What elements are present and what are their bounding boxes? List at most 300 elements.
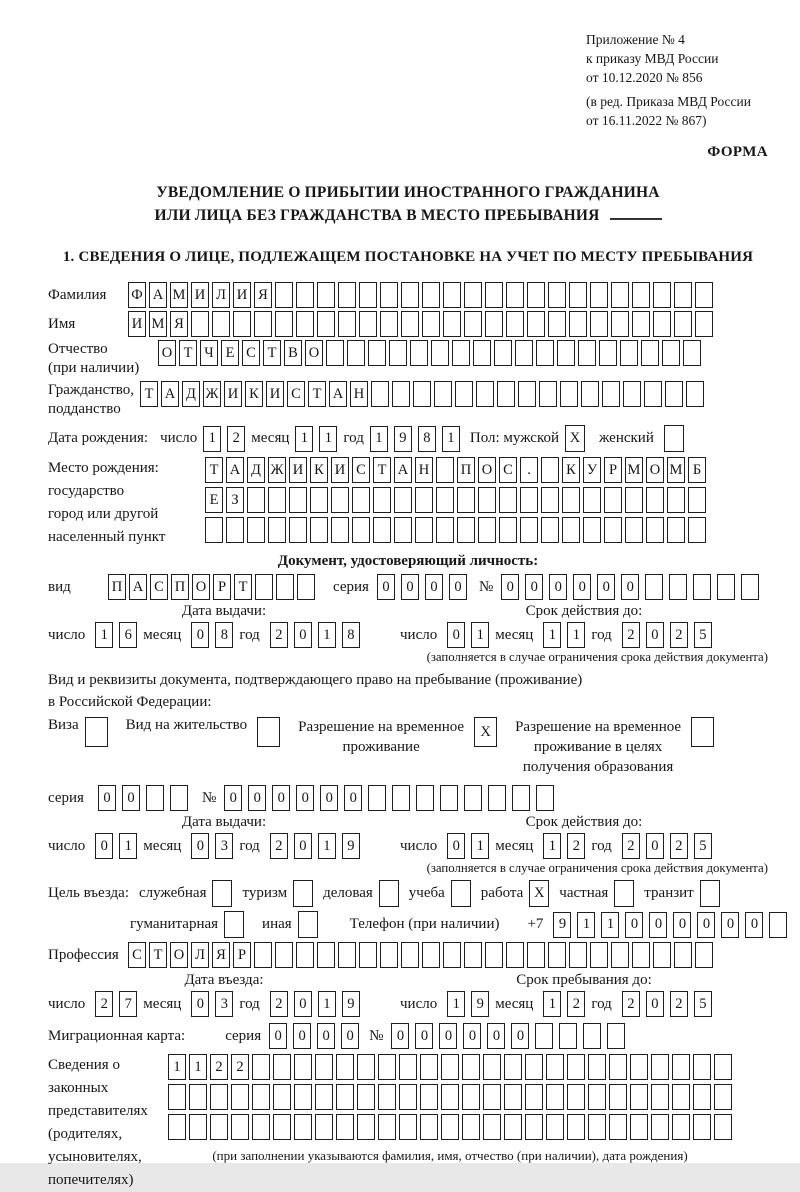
- profession-box[interactable]: [317, 942, 335, 968]
- identity-number-box[interactable]: [717, 574, 735, 600]
- representatives-box[interactable]: [210, 1084, 228, 1110]
- birthplace-box[interactable]: [289, 517, 307, 543]
- birthplace-box[interactable]: Н: [415, 457, 433, 483]
- firstname-box[interactable]: И: [128, 311, 146, 337]
- identity-number-box[interactable]: 0: [573, 574, 591, 600]
- purpose-tourism-checkbox[interactable]: [293, 880, 313, 907]
- citizenship-box[interactable]: [581, 381, 599, 407]
- birthplace-box[interactable]: У: [583, 457, 601, 483]
- profession-box[interactable]: [422, 942, 440, 968]
- birthplace-box[interactable]: [499, 517, 517, 543]
- firstname-box[interactable]: М: [149, 311, 167, 337]
- surname-box[interactable]: [527, 282, 545, 308]
- birthplace-box[interactable]: [247, 487, 265, 513]
- representatives-box[interactable]: 2: [231, 1054, 249, 1080]
- birthdate-year-box[interactable]: 9: [394, 426, 412, 452]
- migration-number-box[interactable]: 0: [463, 1023, 481, 1049]
- profession-box[interactable]: [611, 942, 629, 968]
- identity-type-box[interactable]: П: [108, 574, 126, 600]
- representatives-box[interactable]: [567, 1114, 585, 1140]
- residence-valid-year-box[interactable]: 5: [694, 833, 712, 859]
- representatives-box[interactable]: [693, 1084, 711, 1110]
- profession-box[interactable]: [485, 942, 503, 968]
- birthplace-box[interactable]: О: [478, 457, 496, 483]
- representatives-box[interactable]: [672, 1054, 690, 1080]
- purpose-work-checkbox[interactable]: X: [529, 880, 549, 907]
- residence-issued-year-box[interactable]: 2: [270, 833, 288, 859]
- patronymic-box[interactable]: [368, 340, 386, 366]
- representatives-box[interactable]: [357, 1084, 375, 1110]
- representatives-box[interactable]: [252, 1114, 270, 1140]
- birthplace-box[interactable]: [562, 487, 580, 513]
- birthplace-box[interactable]: [562, 517, 580, 543]
- stay-year-box[interactable]: 2: [670, 991, 688, 1017]
- surname-box[interactable]: [380, 282, 398, 308]
- identity-number-box[interactable]: [669, 574, 687, 600]
- phone-digit-box[interactable]: 0: [697, 912, 715, 938]
- birthplace-box[interactable]: Р: [604, 457, 622, 483]
- purpose-humanitarian-checkbox[interactable]: [224, 911, 244, 938]
- residence-valid-day-box[interactable]: 0: [447, 833, 465, 859]
- identity-issued-year-box[interactable]: 2: [270, 622, 288, 648]
- patronymic-box[interactable]: О: [158, 340, 176, 366]
- surname-box[interactable]: А: [149, 282, 167, 308]
- residence-valid-month-box[interactable]: 1: [543, 833, 561, 859]
- residence-number-box[interactable]: [488, 785, 506, 811]
- identity-number-box[interactable]: [741, 574, 759, 600]
- patronymic-box[interactable]: [347, 340, 365, 366]
- surname-box[interactable]: [359, 282, 377, 308]
- representatives-box[interactable]: [630, 1084, 648, 1110]
- birthplace-box[interactable]: Т: [373, 457, 391, 483]
- representatives-box[interactable]: [462, 1084, 480, 1110]
- representatives-box[interactable]: [441, 1054, 459, 1080]
- stay-day-box[interactable]: 1: [447, 991, 465, 1017]
- birthplace-box[interactable]: [331, 517, 349, 543]
- citizenship-box[interactable]: Д: [182, 381, 200, 407]
- firstname-box[interactable]: [569, 311, 587, 337]
- purpose-transit-checkbox[interactable]: [700, 880, 720, 907]
- birthplace-box[interactable]: [436, 487, 454, 513]
- patronymic-box[interactable]: [641, 340, 659, 366]
- patronymic-box[interactable]: [536, 340, 554, 366]
- representatives-box[interactable]: [336, 1114, 354, 1140]
- migration-number-box[interactable]: 0: [439, 1023, 457, 1049]
- representatives-box[interactable]: [483, 1054, 501, 1080]
- representatives-box[interactable]: [630, 1054, 648, 1080]
- firstname-box[interactable]: [632, 311, 650, 337]
- representatives-box[interactable]: [525, 1054, 543, 1080]
- identity-type-box[interactable]: О: [192, 574, 210, 600]
- firstname-box[interactable]: Я: [170, 311, 188, 337]
- representatives-box[interactable]: [315, 1114, 333, 1140]
- identity-valid-year-box[interactable]: 2: [670, 622, 688, 648]
- representatives-box[interactable]: [294, 1084, 312, 1110]
- surname-box[interactable]: [443, 282, 461, 308]
- firstname-box[interactable]: [338, 311, 356, 337]
- phone-digit-box[interactable]: 9: [553, 912, 571, 938]
- representatives-box[interactable]: [168, 1084, 186, 1110]
- patronymic-box[interactable]: [515, 340, 533, 366]
- representatives-box[interactable]: [546, 1054, 564, 1080]
- citizenship-box[interactable]: Н: [350, 381, 368, 407]
- birthplace-box[interactable]: С: [499, 457, 517, 483]
- representatives-box[interactable]: [378, 1054, 396, 1080]
- birthplace-box[interactable]: А: [394, 457, 412, 483]
- patronymic-box[interactable]: [410, 340, 428, 366]
- stay-month-box[interactable]: 1: [543, 991, 561, 1017]
- representatives-box[interactable]: [210, 1114, 228, 1140]
- birthplace-box[interactable]: [352, 517, 370, 543]
- citizenship-box[interactable]: [623, 381, 641, 407]
- migration-number-box[interactable]: 0: [511, 1023, 529, 1049]
- residence-number-box[interactable]: 0: [320, 785, 338, 811]
- firstname-box[interactable]: [590, 311, 608, 337]
- birthdate-month-box[interactable]: 1: [319, 426, 337, 452]
- representatives-box[interactable]: [462, 1114, 480, 1140]
- stay-year-box[interactable]: 0: [646, 991, 664, 1017]
- residence-number-box[interactable]: 0: [224, 785, 242, 811]
- representatives-box[interactable]: [483, 1084, 501, 1110]
- representatives-box[interactable]: [609, 1054, 627, 1080]
- profession-box[interactable]: С: [128, 942, 146, 968]
- patronymic-box[interactable]: [620, 340, 638, 366]
- surname-box[interactable]: [695, 282, 713, 308]
- rvp-checkbox[interactable]: X: [474, 717, 497, 747]
- citizenship-box[interactable]: [665, 381, 683, 407]
- citizenship-box[interactable]: [518, 381, 536, 407]
- identity-type-box[interactable]: П: [171, 574, 189, 600]
- residence-issued-month-box[interactable]: 3: [215, 833, 233, 859]
- firstname-box[interactable]: [317, 311, 335, 337]
- residence-number-box[interactable]: [464, 785, 482, 811]
- citizenship-box[interactable]: [560, 381, 578, 407]
- identity-number-box[interactable]: 0: [621, 574, 639, 600]
- representatives-box[interactable]: [315, 1054, 333, 1080]
- profession-box[interactable]: [506, 942, 524, 968]
- entry-day-box[interactable]: 7: [119, 991, 137, 1017]
- birthdate-year-box[interactable]: 1: [370, 426, 388, 452]
- migration-series-box[interactable]: 0: [341, 1023, 359, 1049]
- patronymic-box[interactable]: Т: [263, 340, 281, 366]
- firstname-box[interactable]: [443, 311, 461, 337]
- phone-digit-box[interactable]: 0: [721, 912, 739, 938]
- profession-box[interactable]: [275, 942, 293, 968]
- migration-series-box[interactable]: 0: [269, 1023, 287, 1049]
- identity-valid-day-box[interactable]: 0: [447, 622, 465, 648]
- entry-month-box[interactable]: 0: [191, 991, 209, 1017]
- representatives-box[interactable]: [336, 1054, 354, 1080]
- representatives-box[interactable]: [273, 1084, 291, 1110]
- representatives-box[interactable]: [609, 1084, 627, 1110]
- visa-checkbox[interactable]: [85, 717, 108, 747]
- patronymic-box[interactable]: [662, 340, 680, 366]
- identity-issued-year-box[interactable]: 1: [318, 622, 336, 648]
- profession-box[interactable]: Т: [149, 942, 167, 968]
- surname-box[interactable]: [275, 282, 293, 308]
- firstname-box[interactable]: [380, 311, 398, 337]
- profession-box[interactable]: [674, 942, 692, 968]
- stay-month-box[interactable]: 2: [567, 991, 585, 1017]
- identity-series-box[interactable]: 0: [377, 574, 395, 600]
- phone-digit-box[interactable]: 0: [649, 912, 667, 938]
- firstname-box[interactable]: [275, 311, 293, 337]
- surname-box[interactable]: [464, 282, 482, 308]
- representatives-box[interactable]: [231, 1084, 249, 1110]
- representatives-box[interactable]: [273, 1114, 291, 1140]
- identity-valid-year-box[interactable]: 0: [646, 622, 664, 648]
- identity-issued-month-box[interactable]: 8: [215, 622, 233, 648]
- patronymic-box[interactable]: С: [242, 340, 260, 366]
- citizenship-box[interactable]: Т: [308, 381, 326, 407]
- surname-box[interactable]: [506, 282, 524, 308]
- birthplace-box[interactable]: [415, 517, 433, 543]
- representatives-box[interactable]: [189, 1084, 207, 1110]
- migration-number-box[interactable]: 0: [487, 1023, 505, 1049]
- identity-issued-year-box[interactable]: 8: [342, 622, 360, 648]
- residence-issued-day-box[interactable]: 1: [119, 833, 137, 859]
- birthplace-box[interactable]: Т: [205, 457, 223, 483]
- representatives-box[interactable]: [588, 1084, 606, 1110]
- patronymic-box[interactable]: [431, 340, 449, 366]
- representatives-box[interactable]: [714, 1054, 732, 1080]
- identity-number-box[interactable]: 0: [549, 574, 567, 600]
- entry-year-box[interactable]: 2: [270, 991, 288, 1017]
- surname-box[interactable]: [548, 282, 566, 308]
- representatives-box[interactable]: [273, 1054, 291, 1080]
- birthplace-box[interactable]: [604, 517, 622, 543]
- citizenship-box[interactable]: А: [329, 381, 347, 407]
- representatives-box[interactable]: [609, 1114, 627, 1140]
- birthplace-box[interactable]: [667, 517, 685, 543]
- firstname-box[interactable]: [506, 311, 524, 337]
- identity-issued-day-box[interactable]: 1: [95, 622, 113, 648]
- profession-box[interactable]: [443, 942, 461, 968]
- representatives-box[interactable]: [567, 1084, 585, 1110]
- citizenship-box[interactable]: [476, 381, 494, 407]
- surname-box[interactable]: [338, 282, 356, 308]
- residence-series-box[interactable]: 0: [122, 785, 140, 811]
- representatives-box[interactable]: [483, 1114, 501, 1140]
- birthdate-day-box[interactable]: 2: [227, 426, 245, 452]
- surname-box[interactable]: [569, 282, 587, 308]
- profession-box[interactable]: [569, 942, 587, 968]
- residence-series-box[interactable]: [170, 785, 188, 811]
- residence-valid-day-box[interactable]: 1: [471, 833, 489, 859]
- residence-number-box[interactable]: 0: [296, 785, 314, 811]
- birthplace-box[interactable]: М: [667, 457, 685, 483]
- citizenship-box[interactable]: И: [266, 381, 284, 407]
- identity-number-box[interactable]: 0: [597, 574, 615, 600]
- birthdate-year-box[interactable]: 8: [418, 426, 436, 452]
- identity-type-box[interactable]: [297, 574, 315, 600]
- identity-valid-year-box[interactable]: 2: [622, 622, 640, 648]
- birthplace-box[interactable]: [331, 487, 349, 513]
- birthplace-box[interactable]: [310, 517, 328, 543]
- firstname-box[interactable]: [653, 311, 671, 337]
- phone-digit-box[interactable]: 0: [625, 912, 643, 938]
- birthplace-box[interactable]: [457, 487, 475, 513]
- citizenship-box[interactable]: Т: [140, 381, 158, 407]
- birthplace-box[interactable]: [478, 517, 496, 543]
- identity-series-box[interactable]: 0: [401, 574, 419, 600]
- birthplace-box[interactable]: [646, 517, 664, 543]
- birthplace-box[interactable]: [583, 487, 601, 513]
- surname-box[interactable]: Ф: [128, 282, 146, 308]
- birthdate-month-box[interactable]: 1: [295, 426, 313, 452]
- patronymic-box[interactable]: Е: [221, 340, 239, 366]
- birthplace-box[interactable]: [310, 487, 328, 513]
- representatives-box[interactable]: [693, 1114, 711, 1140]
- identity-valid-month-box[interactable]: 1: [543, 622, 561, 648]
- identity-type-box[interactable]: Р: [213, 574, 231, 600]
- birthplace-box[interactable]: [457, 517, 475, 543]
- residence-issued-day-box[interactable]: 0: [95, 833, 113, 859]
- profession-box[interactable]: [338, 942, 356, 968]
- profession-box[interactable]: [527, 942, 545, 968]
- birthplace-box[interactable]: [667, 487, 685, 513]
- representatives-box[interactable]: [567, 1054, 585, 1080]
- firstname-box[interactable]: [611, 311, 629, 337]
- birthplace-box[interactable]: М: [625, 457, 643, 483]
- residence-number-box[interactable]: [368, 785, 386, 811]
- birthplace-box[interactable]: [499, 487, 517, 513]
- firstname-box[interactable]: [191, 311, 209, 337]
- representatives-box[interactable]: [252, 1084, 270, 1110]
- profession-box[interactable]: Я: [212, 942, 230, 968]
- identity-number-box[interactable]: 0: [501, 574, 519, 600]
- identity-number-box[interactable]: [645, 574, 663, 600]
- patronymic-box[interactable]: [326, 340, 344, 366]
- residence-valid-month-box[interactable]: 2: [567, 833, 585, 859]
- identity-number-box[interactable]: [693, 574, 711, 600]
- profession-box[interactable]: [380, 942, 398, 968]
- residence-valid-year-box[interactable]: 0: [646, 833, 664, 859]
- identity-type-box[interactable]: [276, 574, 294, 600]
- stay-year-box[interactable]: 5: [694, 991, 712, 1017]
- entry-year-box[interactable]: 9: [342, 991, 360, 1017]
- representatives-box[interactable]: [441, 1114, 459, 1140]
- birthplace-box[interactable]: Ж: [268, 457, 286, 483]
- representatives-box[interactable]: [546, 1084, 564, 1110]
- residence-issued-year-box[interactable]: 0: [294, 833, 312, 859]
- representatives-box[interactable]: [357, 1054, 375, 1080]
- surname-box[interactable]: [674, 282, 692, 308]
- profession-box[interactable]: [359, 942, 377, 968]
- purpose-official-checkbox[interactable]: [212, 880, 232, 907]
- firstname-box[interactable]: [233, 311, 251, 337]
- patronymic-box[interactable]: [578, 340, 596, 366]
- profession-box[interactable]: [296, 942, 314, 968]
- profession-box[interactable]: [401, 942, 419, 968]
- firstname-box[interactable]: [296, 311, 314, 337]
- birthplace-box[interactable]: [394, 517, 412, 543]
- patronymic-box[interactable]: Т: [179, 340, 197, 366]
- representatives-box[interactable]: [672, 1084, 690, 1110]
- representatives-box[interactable]: [693, 1054, 711, 1080]
- birthplace-box[interactable]: [436, 457, 454, 483]
- surname-box[interactable]: [485, 282, 503, 308]
- migration-number-box[interactable]: 0: [415, 1023, 433, 1049]
- firstname-box[interactable]: [485, 311, 503, 337]
- firstname-box[interactable]: [527, 311, 545, 337]
- stay-day-box[interactable]: 9: [471, 991, 489, 1017]
- purpose-other-checkbox[interactable]: [298, 911, 318, 938]
- birthplace-box[interactable]: [478, 487, 496, 513]
- patronymic-box[interactable]: [599, 340, 617, 366]
- residence-number-box[interactable]: [536, 785, 554, 811]
- sex-male-checkbox[interactable]: X: [565, 425, 585, 452]
- representatives-box[interactable]: [420, 1114, 438, 1140]
- birthplace-box[interactable]: [541, 457, 559, 483]
- migration-number-box[interactable]: [607, 1023, 625, 1049]
- profession-box[interactable]: [254, 942, 272, 968]
- identity-valid-year-box[interactable]: 5: [694, 622, 712, 648]
- firstname-box[interactable]: [548, 311, 566, 337]
- patronymic-box[interactable]: [473, 340, 491, 366]
- representatives-box[interactable]: [252, 1054, 270, 1080]
- birthplace-box[interactable]: Е: [205, 487, 223, 513]
- representatives-box[interactable]: [399, 1054, 417, 1080]
- birthplace-box[interactable]: [604, 487, 622, 513]
- residence-permit-checkbox[interactable]: [257, 717, 280, 747]
- patronymic-box[interactable]: [452, 340, 470, 366]
- identity-valid-day-box[interactable]: 1: [471, 622, 489, 648]
- patronymic-box[interactable]: В: [284, 340, 302, 366]
- representatives-box[interactable]: [336, 1084, 354, 1110]
- entry-month-box[interactable]: 3: [215, 991, 233, 1017]
- birthplace-box[interactable]: [352, 487, 370, 513]
- phone-digit-box[interactable]: 0: [673, 912, 691, 938]
- surname-box[interactable]: [422, 282, 440, 308]
- representatives-box[interactable]: [714, 1084, 732, 1110]
- citizenship-box[interactable]: И: [224, 381, 242, 407]
- citizenship-box[interactable]: [686, 381, 704, 407]
- identity-number-box[interactable]: 0: [525, 574, 543, 600]
- identity-type-box[interactable]: А: [129, 574, 147, 600]
- representatives-box[interactable]: [294, 1114, 312, 1140]
- representatives-box[interactable]: [504, 1114, 522, 1140]
- entry-day-box[interactable]: 2: [95, 991, 113, 1017]
- birthplace-box[interactable]: Б: [688, 457, 706, 483]
- birthplace-box[interactable]: С: [352, 457, 370, 483]
- birthplace-box[interactable]: [520, 517, 538, 543]
- profession-box[interactable]: [653, 942, 671, 968]
- identity-type-box[interactable]: С: [150, 574, 168, 600]
- identity-type-box[interactable]: Т: [234, 574, 252, 600]
- firstname-box[interactable]: [401, 311, 419, 337]
- representatives-box[interactable]: [525, 1114, 543, 1140]
- surname-box[interactable]: И: [233, 282, 251, 308]
- representatives-box[interactable]: [651, 1084, 669, 1110]
- representatives-box[interactable]: [420, 1054, 438, 1080]
- birthplace-box[interactable]: [688, 517, 706, 543]
- profession-box[interactable]: Л: [191, 942, 209, 968]
- migration-number-box[interactable]: 0: [391, 1023, 409, 1049]
- surname-box[interactable]: Л: [212, 282, 230, 308]
- citizenship-box[interactable]: [413, 381, 431, 407]
- citizenship-box[interactable]: [392, 381, 410, 407]
- surname-box[interactable]: [653, 282, 671, 308]
- birthplace-box[interactable]: К: [310, 457, 328, 483]
- profession-box[interactable]: [695, 942, 713, 968]
- representatives-box[interactable]: [420, 1084, 438, 1110]
- profession-box[interactable]: [590, 942, 608, 968]
- identity-type-box[interactable]: [255, 574, 273, 600]
- profession-box[interactable]: [464, 942, 482, 968]
- representatives-box[interactable]: [399, 1114, 417, 1140]
- birthplace-box[interactable]: [625, 487, 643, 513]
